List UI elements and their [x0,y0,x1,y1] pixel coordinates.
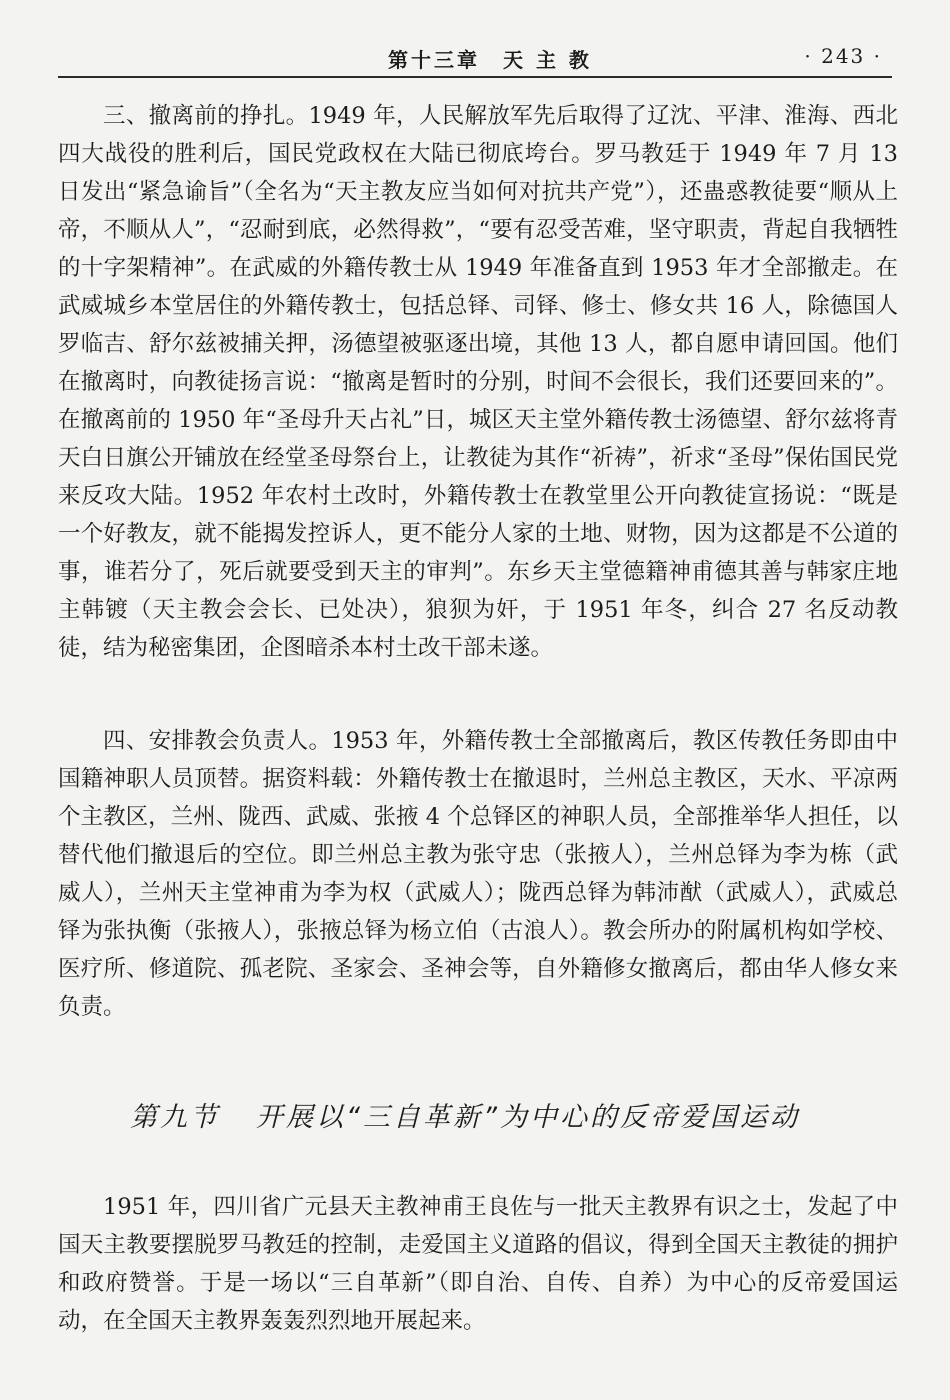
page-number: · 243 · [804,44,882,68]
section-number: 第九节 [130,1102,220,1133]
chapter-title: 第十三章 天 主 教 [388,48,592,72]
section-heading [130,1095,890,1134]
paragraph-withdrawal-struggle: 三、撤离前的挣扎。1949 年，人民解放军先后取得了辽沈、平津、淮海、西北四大战役的胜利后，国民党政权在大陆已彻底垮台。罗马教廷于 1949 年 7 月 13 日发出“紧急谕旨”（全名为“天主教友应当如何对抗共产党”），还蛊惑教徒要“顺从上帝，不顺从人”，“忍耐到底，必然得救”，“要有忍受苦难，坚守职责，背起自我牺牲的十字架精神”。在武威的外籍传教士从 1949 年准备直到 1953 年才全部撤走。在武威城乡本堂居住的外籍传教士，包括总铎、司铎、修士、修女共 16 人，除德国人罗临吉、舒尔兹被捕关押，汤德望被驱逐出境，其他 13 人，都自愿申请回国。他们在撤离时，向教徒扬言说：“撤离是暂时的分别，时间不会很长，我们还要回来的”。在撤离前的 1950 年“圣母升天占礼”日，城区天主堂外籍传教士汤德望、舒尔兹将青天白日旗公开铺放在经堂圣母祭台上，让教徒为其作“祈祷”，祈求“圣母”保佑国民党来反攻大陆。1952 年农村土改时，外籍传教士在教堂里公开向教徒宣扬说：“既是一个好教友，就不能揭发控诉人，更不能分人家的土地、财物，因为这都是不公道的事，谁若分了，死后就要受到天主的审判”。东乡天主堂德籍神甫德其善与韩家庄地主韩镀（天主教会会长、已处决），狼狈为奸，于 1951 年冬，纠合 27 名反动教徒，结为秘密集团，企图暗杀本村土改干部未遂。 [58,103,898,661]
paragraph-church-leaders: 四、安排教会负责人。1953 年，外籍传教士全部撤离后，教区传教任务即由中国籍神职人员顶替。据资料载：外籍传教士在撤退时，兰州总主教区，天水、平凉两个主教区，兰州、陇西、武威、张掖 4 个总铎区的神职人员，全部推举华人担任，以替代他们撤退后的空位。即兰州总主教为张守忠（张掖人），兰州总铎为李为栋（武威人），兰州天主堂神甫为李为权（武威人）；陇西总铎为韩沛猷（武威人），武威总铎为张执衡（张掖人），张掖总铎为杨立伯（古浪人）。教会所办的附属机构如学校、医疗所、修道院、孤老院、圣家会、圣神会等，自外籍修女撤离后，都由华人修女来负责。 [58,728,898,1020]
paragraph-three-self-movement: 1951 年，四川省广元县天主教神甫王良佐与一批天主教界有识之士，发起了中国天主教要摆脱罗马教廷的控制，走爱国主义道路的倡议，得到全国天主教徒的拥护和政府赞誉。于是一场以“三自革新”（即自治、自传、自养）为中心的反帝爱国运动，在全国天主教界轰轰烈烈地开展起来。 [58,1194,898,1334]
section-title: 开展以“三自革新”为中心的反帝爱国运动 [256,1102,800,1133]
page-header [58,38,892,78]
